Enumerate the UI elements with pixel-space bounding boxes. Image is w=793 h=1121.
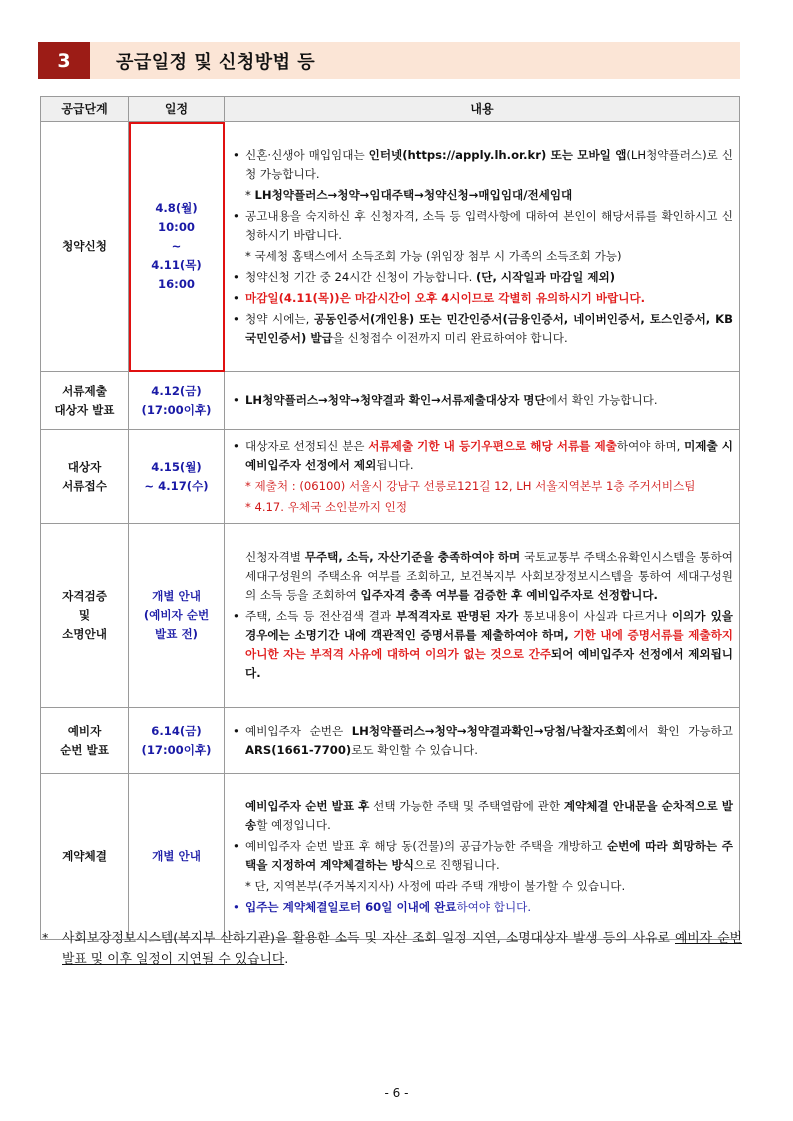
content-item: [231, 797, 733, 835]
footnote-underlined: 예비자 순번 발표 및 이후 일정이 지연될 수 있습니다: [62, 931, 742, 967]
date-line: ~ 4.17(수): [144, 478, 209, 493]
stage-line: 순번 발표: [60, 742, 109, 757]
content-text: 인터넷(https://apply.lh.or.kr) 또는 모바일 앱: [368, 147, 627, 162]
stage-line: 대상자 발표: [54, 402, 115, 417]
stage-line: 계약체결: [62, 849, 107, 863]
schedule-table: [40, 96, 740, 940]
content-item: [231, 186, 733, 205]
stage-cell: [41, 774, 129, 940]
content-text: 미제출 시 예비입주자 선정에서 제외: [245, 438, 733, 472]
stage-line: 자격검증: [62, 589, 107, 603]
content-text: 이의가 있을 경우에는 소명기간 내에 객관적인 증명서류를 제출하여야 하며,: [245, 609, 733, 642]
content-cell: [225, 524, 740, 708]
table-row: [41, 708, 740, 774]
date-line: 4.12(금): [151, 383, 202, 398]
content-text: 마감일(4.11(목))은 마감시간이 오후 4시이므로 각별히 유의하시기 바랍니다.: [245, 290, 646, 305]
date-cell: [129, 372, 225, 430]
content-text: * 국세청 홈택스에서 소득조회 가능 (위임장 첨부 시 가족의 소득조회 가능): [245, 248, 622, 263]
table-row: [41, 774, 740, 940]
stage-line: 청약신청: [62, 239, 107, 253]
content-text: 통보내용이 사실과 다르거나: [518, 609, 672, 623]
content-text: 입주자격 충족 여부를 검증한 후 예비입주자로 선정합니다.: [360, 588, 658, 602]
content-text: 공고내용을 숙지하신 후 신청자격, 소득 등 입력사항에 대하여 본인이 해당서류를 확인하시고 신청하시기 바랍니다.: [245, 208, 733, 242]
content-text: 에서 확인 가능하고: [626, 723, 733, 738]
table-row: [41, 122, 740, 372]
header-date: 일정: [129, 97, 225, 122]
content-item: [231, 607, 733, 683]
content-item: [231, 391, 733, 410]
date-line: 4.15(월): [151, 459, 202, 474]
content-item: [231, 877, 733, 896]
stage-line: 및: [78, 608, 91, 622]
content-item: [231, 146, 733, 184]
footnote: [42, 928, 742, 970]
footnote-star: *: [42, 931, 49, 946]
content-text: 입주는 계약체결일로터 60일 이내에 완료: [245, 899, 457, 914]
content-text: 부적격자로 판명된 자가: [395, 609, 519, 623]
content-text: 청약 시에는,: [245, 311, 314, 326]
date-line: 16:00: [158, 277, 195, 291]
content-text: 에서 확인 가능합니다.: [545, 393, 658, 407]
stage-cell: [41, 708, 129, 774]
footnote-end: .: [284, 952, 289, 967]
content-text: 예비입주자 순번은: [245, 723, 352, 738]
table-row: [41, 430, 740, 524]
content-text: LH청약플러스→청약→임대주택→청약신청→매입임대/전세임대: [254, 187, 573, 202]
content-text: 공동인증서(개인용) 또는 민간인증서(금융인증서, 네이버인증서, 토스인증서, KB국민인증서) 발급: [245, 311, 733, 345]
content-text: 계약체결 안내문을 순차적으로 발송: [245, 798, 734, 832]
date-line: 개별 안내: [152, 849, 201, 863]
content-item: [231, 437, 733, 475]
content-cell: [225, 430, 740, 524]
content-text: 순번에 따라 희망하는 주택을 지정하여 계약체결하는 방식: [245, 838, 733, 872]
content-item: [231, 247, 733, 266]
content-item: [231, 477, 733, 496]
content-list: [231, 548, 733, 683]
date-line: 4.11(목): [151, 258, 202, 272]
date-line: 발표 전): [155, 627, 198, 641]
content-cell: [225, 774, 740, 940]
content-text: 로도 확인할 수 있습니다.: [351, 742, 478, 757]
content-text: 하여야 합니다.: [456, 899, 532, 914]
content-item: [231, 289, 733, 308]
content-cell: [225, 122, 740, 372]
content-item: [231, 548, 733, 605]
content-text: 국토교통부 주택소유확인시스템을 통하여 세대구성원의 주택소유 여부를 조회하고, 보건복지부 사회보장정보시스템을 통하여 세대구성원의 소득 등을 조회하여: [245, 550, 733, 602]
content-text: 신혼·신생아 매입임대는: [245, 147, 369, 162]
content-item: [231, 268, 733, 287]
header-stage: 공급단계: [41, 97, 129, 122]
date-line: (17:00이후): [141, 742, 212, 757]
content-item: [231, 498, 733, 517]
content-text: 서류제출 기한 내 등기우편으로 해당 서류를 제출: [368, 438, 617, 453]
stage-cell: [41, 524, 129, 708]
stage-cell: [41, 372, 129, 430]
content-text: 신청자격별: [245, 550, 305, 564]
content-list: [231, 797, 733, 917]
content-text: 으로 진행됩니다.: [413, 857, 500, 872]
stage-line: 서류접수: [62, 478, 107, 493]
content-cell: [225, 372, 740, 430]
content-text: LH청약플러스→청약→청약결과 확인→서류제출대상자 명단: [245, 393, 546, 407]
content-list: [231, 437, 733, 517]
section-title: 공급일정 및 신청방법 등: [116, 51, 316, 73]
content-text: 청약신청 기간 중 24시간 신청이 가능합니다.: [245, 269, 476, 284]
table-header-row: [41, 97, 740, 122]
content-text: 을 신청접수 이전까지 미리 완료하여야 합니다.: [332, 330, 568, 345]
date-cell: [129, 430, 225, 524]
content-list: [231, 391, 733, 410]
date-cell: [129, 708, 225, 774]
date-line: 4.8(월): [155, 201, 198, 215]
date-line: (17:00이후): [141, 402, 212, 417]
date-line: 10:00: [158, 220, 195, 234]
content-text: *: [245, 187, 255, 202]
content-text: * 4.17. 우체국 소인분까지 인정: [245, 499, 408, 514]
table-row: [41, 524, 740, 708]
date-cell: [129, 524, 225, 708]
date-line: ~: [171, 239, 182, 253]
content-text: ARS(1661-7700): [245, 742, 352, 757]
content-item: [231, 898, 733, 917]
content-item: [231, 837, 733, 875]
stage-cell: [41, 430, 129, 524]
content-item: [231, 310, 733, 348]
date-cell: [129, 774, 225, 940]
content-text: 무주택, 소득, 자산기준을 충족하여야 하며: [304, 550, 521, 564]
stage-cell: [41, 122, 129, 372]
section-number: 3: [38, 42, 90, 79]
content-text: 대상자로 선정되신 분은: [245, 438, 369, 453]
content-text: 예비입주자 순번 발표 후 해당 동(건물)의 공급가능한 주택을 개방하고: [245, 838, 607, 853]
table-row: [41, 372, 740, 430]
content-text: 선택 가능한 주택 및 주택열람에 관한: [369, 798, 564, 813]
section-header: [38, 42, 740, 79]
content-text: 예비입주자 순번 발표 후: [245, 798, 370, 813]
stage-line: 소명안내: [62, 627, 107, 641]
content-list: [231, 722, 733, 760]
content-item: [231, 207, 733, 245]
content-text: (단, 시작일과 마감일 제외): [475, 269, 616, 284]
date-line: 6.14(금): [151, 723, 202, 738]
content-item: [231, 722, 733, 760]
date-line: 개별 안내: [152, 589, 201, 603]
content-text: (LH청약플러스)로 신청 가능합니다.: [245, 147, 733, 181]
page-number: - 6 -: [384, 1086, 409, 1100]
content-text: 되어 예비입주자 선정에서 제외됩니다.: [245, 647, 733, 680]
content-text: * 제출처 : (06100) 서울시 강남구 선릉로121길 12, LH 서울지역본부 1층 주거서비스팀: [245, 478, 696, 493]
content-text: 하여야 하며,: [616, 438, 685, 453]
content-text: 기한 내에 증명서류를 제출하지 아니한 자는 부적격 사유에 대하여 이의가 없는 것으로 간주: [245, 628, 733, 661]
content-text: * 단, 지역본부(주거복지지사) 사정에 따라 주택 개방이 불가할 수 있습니다.: [245, 878, 626, 893]
date-line: (예비자 순번: [143, 608, 210, 622]
stage-line: 서류제출: [62, 383, 107, 398]
content-text: 됩니다.: [376, 457, 414, 472]
content-list: [231, 146, 733, 348]
header-content: 내용: [225, 97, 740, 122]
content-cell: [225, 708, 740, 774]
footnote-text: 사회보장정보시스템(복지부 산하기관)을 활용한 소득 및 자산 조회 일정 지연, 소명대상자 발생 등의 사유로: [62, 931, 675, 946]
content-text: LH청약플러스→청약→청약결과확인→당첨/낙찰자조회: [351, 723, 627, 738]
content-text: 주택, 소득 등 전산검색 결과: [245, 609, 396, 623]
content-text: 할 예정입니다.: [256, 817, 331, 832]
date-cell: [129, 122, 225, 372]
stage-line: 예비자: [67, 723, 102, 738]
stage-line: 대상자: [67, 459, 102, 474]
